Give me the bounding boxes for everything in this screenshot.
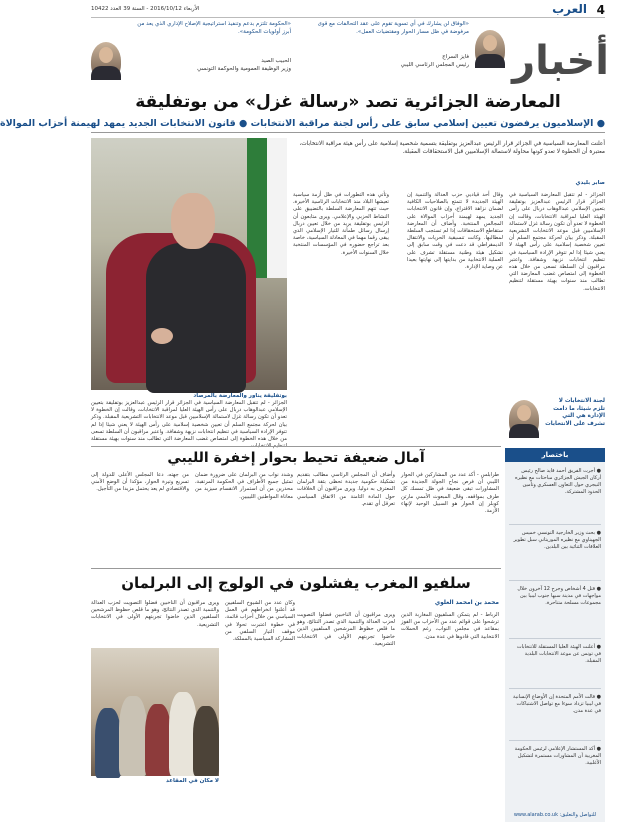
quote-block-right <box>305 20 505 78</box>
author-name: فايز السراج <box>442 54 469 60</box>
avatar <box>91 42 121 80</box>
lead-column-4: الجزائر - لم تتقبل المعارضة السياسية في الجزائر قرار الرئيس عبدالعزيز بوتفليقة بتعيين الإسلامي عبدالوهاب دربال على رأس الهيئة العليا لمراقبة الانتخابات، وقالت إن الخطوة لا تعدو أن تكون رسالة غزل لاستمالة الإسلاميين قبل موعد الانتخابات التشريعية المقبلة. وذكر بيان لحركة مجتمع السلم أن تعيين شخصية إسلامية على رأس الهيئة لا يعني شيئا إذا لم تتوفر الإرادة السياسية في تنظيم انتخابات نزيهة وشفافة. واعتبر مراقبون أن السلطة تسعى من خلال هذه الخطوة إلى امتصاص غضب المعارضة التي تطالب منذ سنوات بهيئة مستقلة <box>91 400 287 443</box>
bouteflika-photo <box>91 138 287 390</box>
masthead-logo[interactable]: العرب <box>552 2 587 16</box>
lead-byline: صابر بليدي <box>575 180 605 186</box>
quote-author <box>131 58 291 73</box>
page-header <box>73 0 623 90</box>
divider <box>509 524 601 525</box>
brief-item[interactable]: ● أعلنت الهيئة العليا المستقلة للانتخابات في تونس عن موعد الانتخابات البلدية المقبلة. <box>516 644 601 664</box>
quote-author <box>309 54 469 69</box>
divider <box>509 580 601 581</box>
lead-column-1: الجزائر - لم تتقبل المعارضة السياسية في الجزائر قرار الرئيس عبدالعزيز بوتفليقة بتعيين الإسلامي عبدالوهاب دربال على رأس الهيئة العليا لمراقبة الانتخابات، وقالت إن الخطوة لا تعدو أن تكون رسالة غزل لاستمالة الإسلاميين قبل موعد الانتخابات التشريعية المقبلة. وذكر بيان لحركة مجتمع السلم أن تعيين شخصية إسلامية على رأس الهيئة لا يعني شيئا إذا لم تتوفر الإرادة السياسية في تنظيم انتخابات نزيهة وشفافة. واعتبر مراقبون أن السلطة تسعى من خلال هذه الخطوة إلى امتصاص غضب المعارضة التي تطالب منذ سنوات بهيئة مستقلة لتنظيم الانتخابات. <box>509 192 605 292</box>
quote-text: «الوفاق لن يشارك في أي تسوية تقوم على عقد التحالفات مع قوى مرفوضة في ظل مسار الحوار ومقتضيات العمل». <box>317 21 469 35</box>
brief-item[interactable]: ● أكد المستشار الإعلامي لرئيس الحكومة المغربية أن المشاورات مستمرة لتشكيل الأغلبية. <box>514 746 601 766</box>
quote-text: «الحكومة تلتزم بدعم وتنفيذ استراتيجية الإصلاح الإداري الذي يعد من أبرز أولويات الحكومة». <box>137 21 291 35</box>
page-number: 4 <box>596 3 605 17</box>
lead-column-2: وقال أحد قياديي حزب العدالة والتنمية إن الهيئة الجديدة لا تتمتع بالصلاحيات الكافية لضمان نزاهة الاقتراع، وإن قانون الانتخابات الجديد يمهد لهيمنة أحزاب الموالاة على المجالس المنتخبة. وأضاف أن المعارضة ستقاطع الاستحقاقات إذا لم تستجب السلطة لمطالبها. وكانت تنسيقية الحريات والانتقال الديمقراطي قد دعت في وقت سابق إلى تشكيل هيئة وطنية مستقلة تشرف على العملية الانتخابية من بدايتها إلى نهايتها بعيدا عن وصاية الإدارة. <box>407 192 503 271</box>
lead-headline[interactable]: المعارضة الجزائرية تصد «رسالة غزل» من بوتفليقة <box>135 92 561 112</box>
lead-intro: أعلنت المعارضة السياسية في الجزائر قرار الرئيس عبدالعزيز بوتفليقة بتسمية شخصية إسلامية على رأس هيئة مراقبة الانتخابات، معتبرة أن الخطوة لا تعدو كونها محاولة لاستمالة الإسلاميين قبل الاستحقاقات المقبلة. <box>299 141 605 155</box>
brief-item[interactable]: ● بحث وزير الخارجية التونسي خميس الجهيناوي مع نظيره الموريتاني سبل تطوير العلاقات الثنائية بين البلدين. <box>513 530 601 550</box>
pull-quote <box>509 398 605 438</box>
divider <box>91 568 501 569</box>
quote-block-left <box>91 20 291 78</box>
libya-column-3: وشدد نواب من البرلمان على ضرورة ضمان تمثيل جميع الأطراف في الحكومة المرتقبة، محذرين من أن استمرار الانقسام سيزيد من معاناة المواطنين الليبيين. <box>195 472 293 500</box>
morocco-column-4: ويرى مراقبون أن الناخبين فضلوا التصويت لحزب العدالة والتنمية الذي تصدر النتائج، وهو ما قلص حظوظ المرشحين السلفيين الذين خاضوا تجربتهم الأولى في الانتخابات التشريعية. <box>91 600 219 628</box>
morocco-headline[interactable]: سلفيو المغرب يفشلون في الولوج إلى البرلمان <box>121 574 471 592</box>
morocco-byline: محمد بن امحمد العلوي <box>434 600 499 606</box>
sidebar-title: باختصار <box>505 448 605 462</box>
avatar <box>509 400 539 438</box>
divider <box>509 688 601 689</box>
date-line: الأربعاء 2016/10/12 - السنة 39 العدد 10422 <box>91 6 200 12</box>
author-role: وزير الوظيفة العمومية والحوكمة التونسي <box>197 65 291 72</box>
libya-headline[interactable]: آمال ضعيفة تحيط بحوار إخفرة الليبي <box>167 450 425 466</box>
section-title: أخبار <box>512 38 609 84</box>
libya-column-2: وأضاف أن المجلس الرئاسي مطالب بتقديم تشكيلة حكومية جديدة تحظى بثقة البرلمان المعترف به دوليا. ويرى مراقبون أن الخلافات حول المادة الثامنة من الاتفاق السياسي تعرقل أي تقدم. <box>297 472 395 507</box>
divider <box>509 740 601 741</box>
morocco-column-2: ويرى مراقبون أن الناخبين فضلوا التصويت لحزب العدالة والتنمية الذي تصدر النتائج، وهو ما قلص حظوظ المرشحين السلفيين الذين خاضوا تجربتهم الأولى في الانتخابات التشريعية. <box>297 612 395 647</box>
libya-column-4: من جهته، دعا المجلس الأعلى للدولة إلى تسريع وتيرة الحوار، مؤكدا أن الوضع الأمني والاقتصادي لم يعد يحتمل مزيدا من التأجيل. <box>91 472 189 493</box>
brief-item[interactable]: ● قتل 4 أشخاص وجرح 12 آخرون خلال مواجهات في مدينة سبها جنوب ليبيا بين مجموعات مسلحة متناحرة. <box>517 586 601 606</box>
morocco-column-3: وكان عدد من الشيوخ السلفيين قد أعلنوا انخراطهم في العمل السياسي من خلال أحزاب قائمة، في خطوة اعتبرت تحولا في موقف التيار السلفي من المشاركة السياسية بالمملكة. <box>225 600 295 643</box>
top-bar <box>91 2 605 18</box>
crowd-photo <box>91 648 219 776</box>
author-role: رئيس المجلس الرئاسي الليبي <box>400 61 469 68</box>
author-name: الحبيب الصيد <box>261 58 291 64</box>
brief-item[interactable]: ● قالت الأمم المتحدة إن الأوضاع الإنسانية في ليبيا تزداد سوءا مع تواصل الاشتباكات في عدة مدن. <box>513 694 601 714</box>
lead-column-3: وتأتي هذه التطورات في ظل أزمة سياسية تعيشها البلاد منذ الانتخابات الرئاسية الأخيرة، حيث تتهم المعارضة السلطة بالتضييق على النشاط الحزبي والإعلامي. ويرى متابعون أن الرئيس بوتفليقة يريد من خلال تعيين دربال إرسال رسائل طمأنة للتيار الإسلامي الذي يبقى رقما مهما في المعادلة السياسية، خاصة بعد تراجع حضوره في المؤسسات المنتخبة خلال السنوات الأخيرة. <box>293 192 389 256</box>
divider <box>91 446 501 447</box>
photo-caption: لا مكان في المقاعد <box>166 778 219 784</box>
divider <box>91 132 605 133</box>
briefs-sidebar <box>505 448 605 822</box>
avatar <box>475 30 505 68</box>
lead-subheadline: ● الإسلاميون يرفضون تعيين إسلامي سابق على رأس لجنة مراقبة الانتخابات ● قانون الانتخابات الجديد يمهد لهيمنة أحزاب الموالاة <box>0 118 605 129</box>
photo-caption: بوتفليقة يناور والمعارضة بالمرصاد <box>193 393 287 399</box>
footer-contact[interactable]: للتواصل والتعليق: www.alarab.co.uk <box>513 812 597 818</box>
divider <box>509 638 601 639</box>
libya-column-1: طرابلس - أكد عدد من المشاركين في الحوار الليبي أن فرص نجاح الجولة الجديدة من المشاورات تبقى ضعيفة في ظل تمسك كل طرف بمواقفه. وقال المبعوث الأممي مارتن كوبلر إن الحوار هو السبيل الوحيد لإنهاء الأزمة. <box>401 472 499 515</box>
morocco-column-1: الرباط - لم يتمكن السلفيون المغاربة الذين ترشحوا على قوائم عدد من الأحزاب من الفوز بمقاعد في مجلس النواب، رغم الحملات الانتخابية التي قادوها في عدة مدن. <box>401 612 499 640</box>
brief-item[interactable]: ● أجرت الفريق أحمد قايد صالح رئيس أركان الجيش الجزائري مباحثات مع نظيره النيجري حول التعاون العسكري وتأمين الحدود المشتركة. <box>515 468 601 495</box>
pull-quote-text: لجنة الانتخابات لا تلزم شيئا، ما دامت الإدارة هي التي تشرف على الانتخابات <box>545 398 605 427</box>
